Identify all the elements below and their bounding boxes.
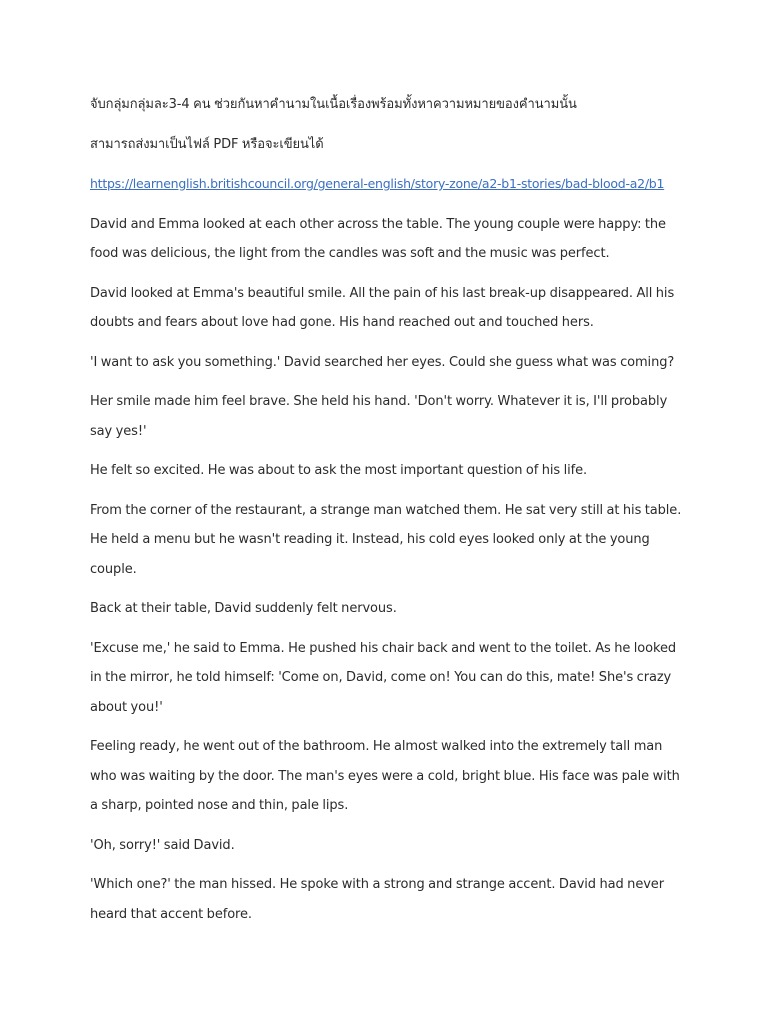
- story-paragraph-7: Back at their table, David suddenly felt nervous.: [90, 601, 397, 616]
- story-paragraph-3: 'I want to ask you something.' David searched her eyes. Could she guess what was coming?: [90, 354, 675, 370]
- story-paragraph-1: David and Emma looked at each other across the table. The young couple were happy: the food was delicious, the light from the candles was soft and the music was perfect.: [90, 216, 666, 261]
- story-paragraph-10: 'Oh, sorry!' said David.: [90, 837, 235, 853]
- story-paragraph-8: 'Excuse me,' he said to Emma. He pushed his chair back and went to the toilet. As he looked in the mirror, he told himself: 'Come on, David, come on! You can do this, mate! She's crazy about you!': [90, 640, 676, 715]
- document-page: [90, 90, 690, 939]
- story-paragraph-4: Her smile made him feel brave. She held his hand. 'Don't worry. Whatever it is, I'll probably say yes!': [90, 394, 668, 439]
- source-link-paragraph: [90, 169, 690, 200]
- story-paragraph-5: He felt so excited. He was about to ask the most important question of his life.: [90, 463, 588, 478]
- source-link[interactable]: https://learnenglish.britishcouncil.org/general-english/story-zone/a2-b1-stories/bad-blood-a2/b1: [90, 176, 665, 191]
- story-paragraph-11: 'Which one?' the man hissed. He spoke with a strong and strange accent. David had never heard that accent before.: [90, 877, 664, 922]
- story-paragraph-9: Feeling ready, he went out of the bathroom. He almost walked into the extremely tall man who was waiting by the door. The man's eyes were a cold, bright blue. His face was pale with a sharp, pointed nose and thin, pale lips.: [90, 739, 680, 813]
- instruction-line-1: จับกลุ่มกลุ่มละ3-4 คน ช่วยกันหาคำนามในเนื้อเรื่องพร้อมทั้งหาความหมายของคำนามนั้น: [90, 97, 577, 112]
- story-paragraph-2: David looked at Emma's beautiful smile. All the pain of his last break-up disappeared. All his doubts and fears about love had gone. His hand reached out and touched hers.: [90, 285, 675, 330]
- story-paragraph-6: From the corner of the restaurant, a strange man watched them. He sat very still at his table. He held a menu but he wasn't reading it. Instead, his cold eyes looked only at the young couple.: [90, 502, 682, 577]
- instruction-line-2: สามารถส่งมาเป็นไฟล์ PDF หรือจะเขียนได้: [90, 136, 324, 152]
